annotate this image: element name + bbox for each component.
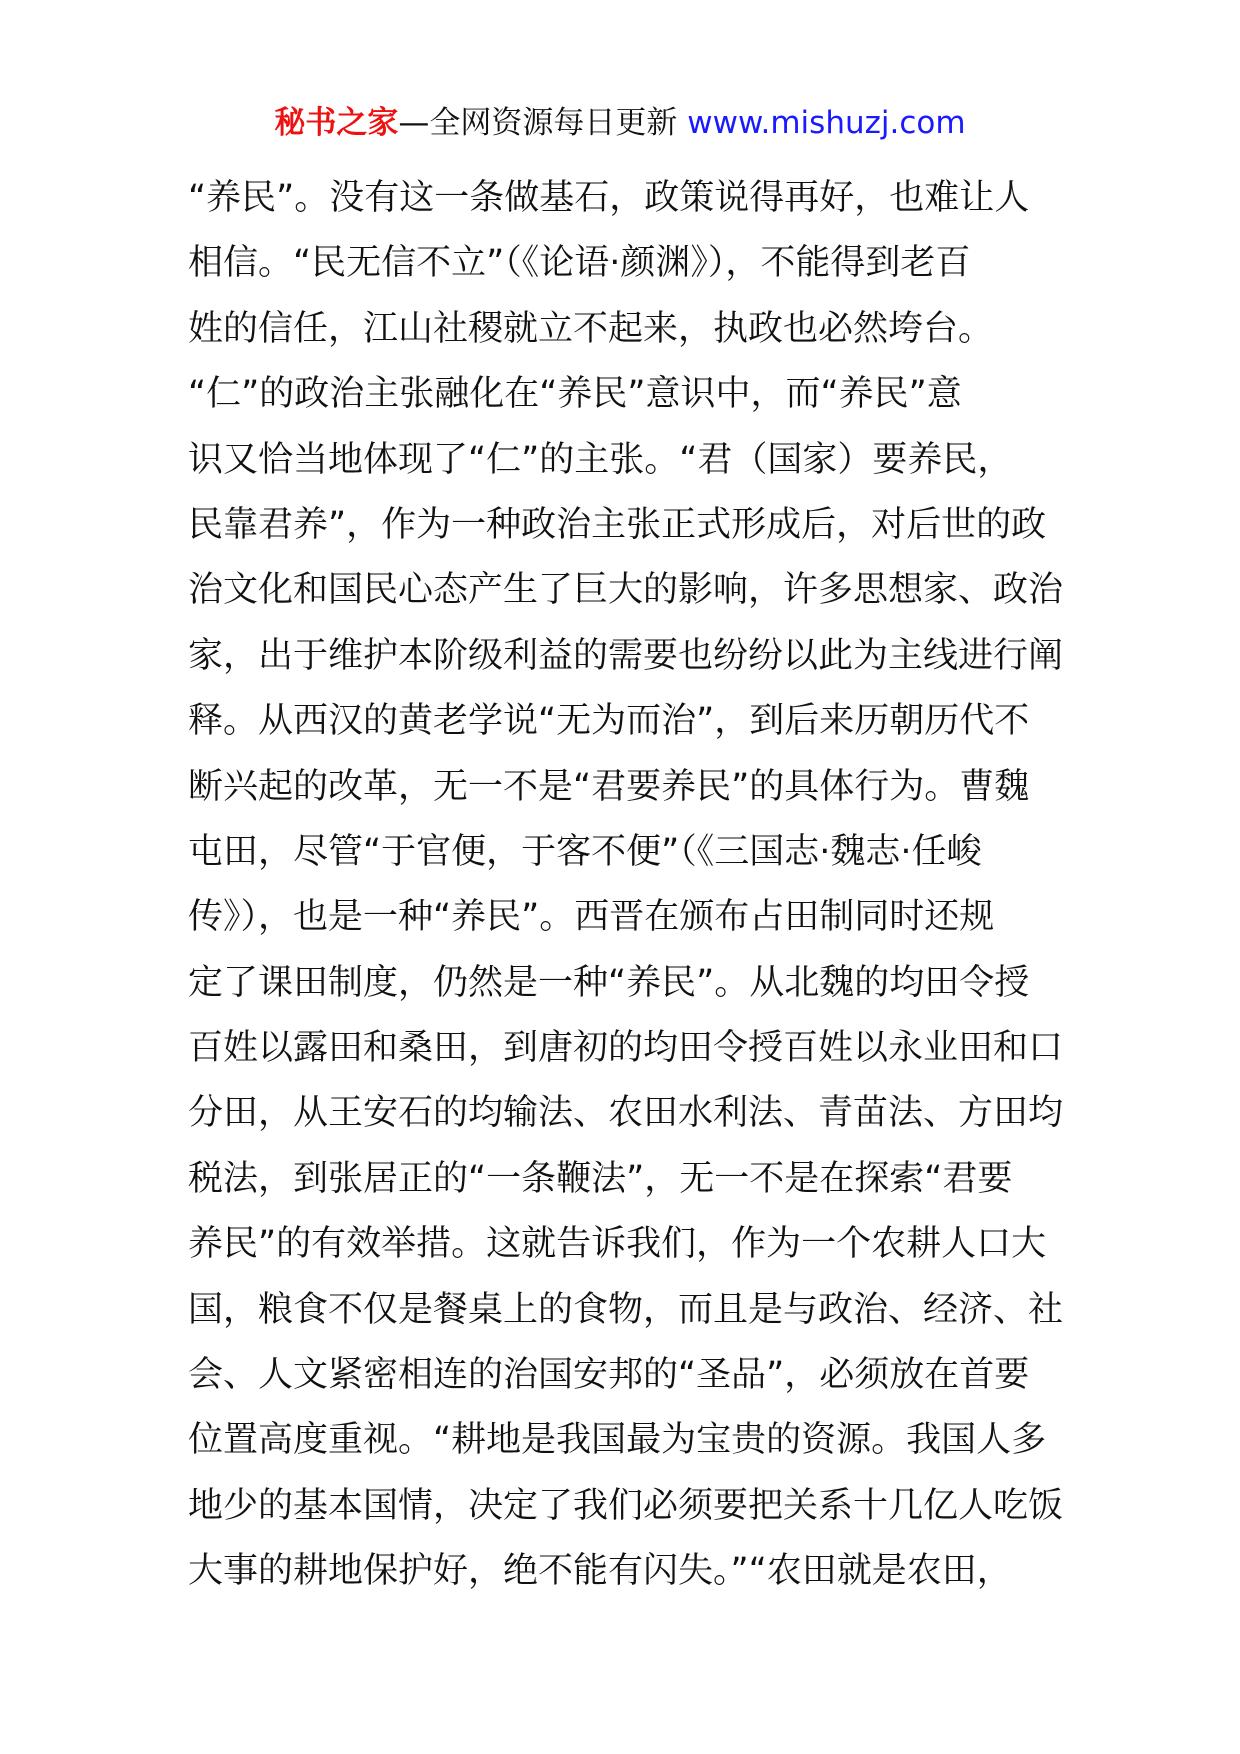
text-line: 会、人文紧密相连的治国安邦的“圣品”，必须放在首要 [188, 1355, 1030, 1396]
text-line: 识又恰当地体现了“仁”的主张。“君（国家）要养民， [188, 439, 1013, 480]
text-line: 位置高度重视。“耕地是我国最为宝贵的资源。我国人多 [188, 1420, 1047, 1461]
text-line: 分田，从王安石的均输法、农田水利法、青苗法、方田均 [188, 1093, 1064, 1134]
text-line: 定了课田制度，仍然是一种“养民”。从北魏的均田令授 [188, 962, 1030, 1003]
document-body [188, 166, 1068, 1605]
text-line: 百姓以露田和桑田，到唐初的均田令授百姓以永业田和口 [188, 1028, 1064, 1069]
header-tagline: —全网资源每日更新 [398, 105, 688, 141]
text-line: 治文化和国民心态产生了巨大的影响，许多思想家、政治 [188, 570, 1064, 611]
text-line: 税法，到张居正的“一条鞭法”，无一不是在探索“君要 [188, 1158, 1013, 1199]
text-line: 相信。“民无信不立”（《论语·颜渊》），不能得到老百 [188, 243, 971, 284]
text-line: “养民”。没有这一条做基石，政策说得再好，也难让人 [188, 178, 1030, 218]
text-line: “仁”的政治主张融化在“养民”意识中，而“养民”意 [188, 374, 962, 415]
text-line: 断兴起的改革，无一不是“君要养民”的具体行为。曹魏 [188, 766, 1030, 807]
header-url[interactable]: www.mishuzj.com [687, 105, 966, 141]
text-line: 屯田，尽管“于官便，于客不便”（《三国志·魏志·任峻 [188, 831, 982, 872]
text-line: 地少的基本国情，决定了我们必须要把关系十几亿人吃饭 [188, 1485, 1064, 1526]
text-line: 民靠君养”，作为一种政治主张正式形成后，对后世的政 [188, 504, 1047, 545]
text-line: 养民”的有效举措。这就告诉我们，作为一个农耕人口大 [188, 1224, 1047, 1265]
text-line: 大事的耕地保护好，绝不能有闪失。”“农田就是农田， [188, 1551, 1012, 1592]
text-line: 姓的信任，江山社稷就立不起来，执政也必然垮台。 [188, 308, 994, 349]
text-line: 家，出于维护本阶级利益的需要也纷纷以此为主线进行阐 [188, 635, 1064, 676]
text-line: 传》），也是一种“养民”。西晋在颁布占田制同时还规 [188, 897, 995, 938]
text-line: 国，粮食不仅是餐桌上的食物，而且是与政治、经济、社 [188, 1289, 1064, 1330]
header-brand: 秘书之家 [274, 105, 399, 141]
page-header [0, 102, 1240, 144]
text-line: 释。从西汉的黄老学说“无为而治”，到后来历朝历代不 [188, 701, 1030, 742]
